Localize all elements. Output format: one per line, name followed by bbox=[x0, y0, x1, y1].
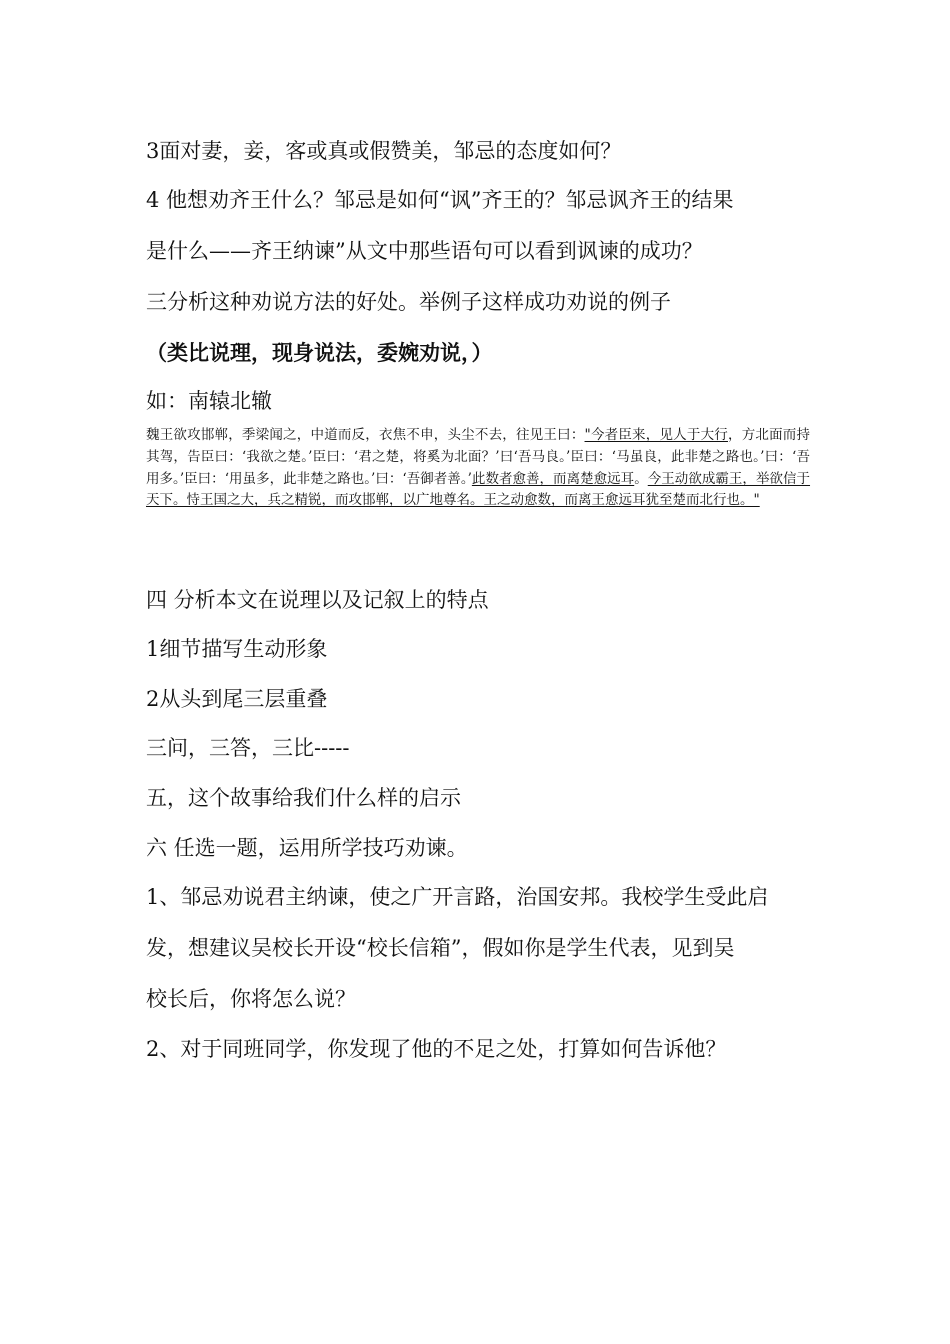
question-3: 3面对妻，妾，客或真或假赞美，邹忌的态度如何？ bbox=[146, 139, 622, 163]
task-1-line-1: 1、邹忌劝说君主纳谏，使之广开言路，治国安邦。我校学生受此启 bbox=[146, 885, 769, 909]
passage-underlined-3: 今王动欲成霸王，举欲信于天下。恃王国之大，兵之精锐，而攻邯郸，以广地尊名。王之动愈数，而离王愈远耳犹至楚而北行也。" bbox=[146, 470, 811, 509]
question-4-line-2: 是什么——齐王纳谏”从文中那些语句可以看到讽谏的成功？ bbox=[146, 239, 703, 263]
feature-item-1: 1细节描写生动形象 bbox=[146, 637, 328, 661]
section-five-heading: 五，这个故事给我们什么样的启示 bbox=[146, 786, 461, 810]
persuasion-methods: （类比说理，现身说法，委婉劝说，） bbox=[146, 340, 493, 365]
passage-text-2: ，方北面而持其驾，告臣曰：‘我欲之楚。’臣曰：‘君之楚，将奚为北面？’曰‘吾马良。’臣曰：‘马虽良，此非楚之路也。’曰：‘吾用多。’臣曰：‘用虽多，此非楚之路也。’曰：‘吾御者善。’ bbox=[146, 427, 811, 487]
task-2: 2、对于同班同学，你发现了他的不足之处，打算如何告诉他？ bbox=[146, 1037, 727, 1061]
example-title: 如：南辕北辙 bbox=[146, 389, 272, 413]
section-four-heading: 四 分析本文在说理以及记叙上的特点 bbox=[146, 588, 489, 612]
passage-text-1: 魏王欲攻邯郸，季梁闻之，中道而反，衣焦不申，头尘不去，往见王曰： bbox=[146, 427, 585, 443]
feature-item-2: 2从头到尾三层重叠 bbox=[146, 687, 328, 711]
passage-underlined-2: 此数者愈善，而离楚愈远耳 bbox=[471, 470, 635, 487]
classical-passage bbox=[146, 425, 810, 512]
section-six-heading: 六 任选一题，运用所学技巧劝谏。 bbox=[146, 836, 468, 860]
section-three-heading: 三分析这种劝说方法的好处。举例子这样成功劝说的例子 bbox=[146, 290, 671, 314]
passage-underlined-1: "今者臣来，见人于大行 bbox=[584, 427, 728, 443]
passage-text-3: 。 bbox=[634, 470, 648, 487]
feature-item-3: 三问，三答，三比----- bbox=[146, 736, 350, 760]
question-4-line-1: 4 他想劝齐王什么？邹忌是如何“讽”齐王的？邹忌讽齐王的结果 bbox=[146, 188, 734, 212]
task-1-line-3: 校长后，你将怎么说？ bbox=[146, 987, 356, 1011]
task-1-line-2: 发，想建议吴校长开设“校长信箱”，假如你是学生代表，见到吴 bbox=[146, 936, 735, 960]
